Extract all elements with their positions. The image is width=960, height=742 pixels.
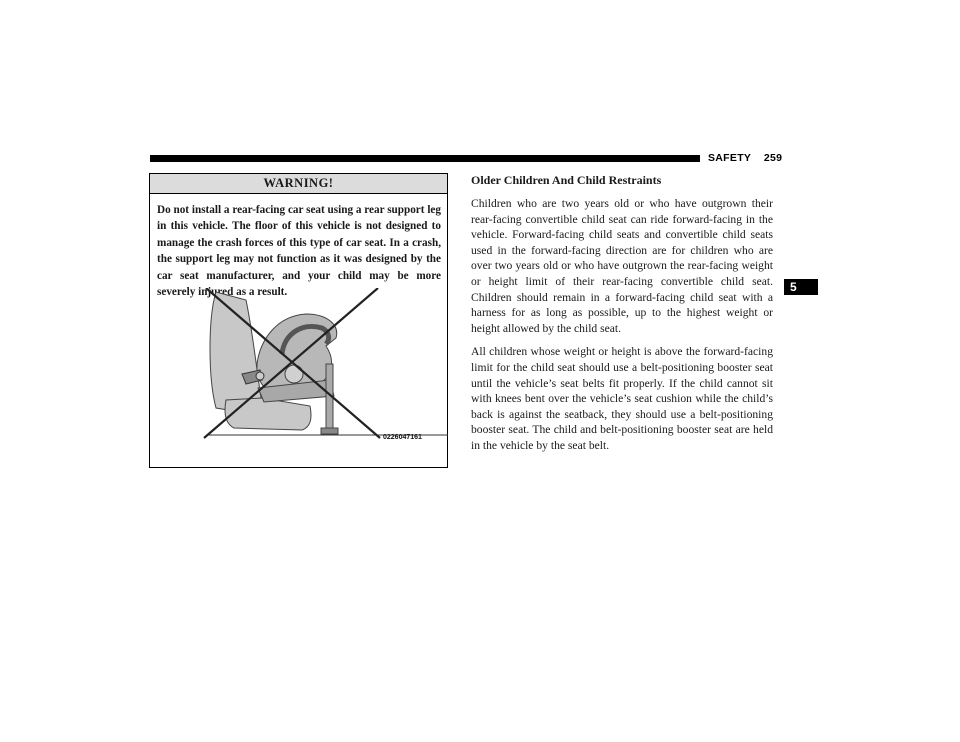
warning-box	[149, 173, 448, 468]
warning-title: WARNING!	[150, 174, 447, 194]
header-rule	[150, 155, 700, 162]
car-seat-illustration	[202, 288, 448, 448]
paragraph: Children who are two years old or who have outgrown their rear-facing convertible child seat can ride forward-facing in the vehicle. Forward-facing child seats and convertible child seats used in the forward-facing direction are for children who are over two years old or who have outgrown the rear-facing weight or height limit of their rear-facing convertible child seat. Children should remain in a forward-facing child seat with a harness for as long as possible, up to the highest weight or height allowed by the child seat.	[471, 197, 773, 335]
content-column	[471, 172, 773, 462]
vehicle-seatback	[210, 292, 264, 416]
handle-pivot	[285, 365, 303, 383]
paragraph: All children whose weight or height is above the forward-facing limit for the child seat should use a belt-positioning booster seat until the vehicle’s seat belts fit properly. If the child cannot sit with knees bent over the vehicle’s seat cushion while the child’s back is against the seatback, they should use a belt-positioning booster seat. The child and belt-positioning booster seat are held in the vehicle by the seat belt.	[471, 345, 773, 452]
figure-id: 0226047161	[383, 434, 422, 441]
running-header	[708, 152, 782, 164]
page-number: 259	[763, 152, 783, 164]
vehicle-seat-cushion	[225, 398, 311, 430]
header-section: SAFETY	[708, 152, 752, 164]
warning-text: Do not install a rear-facing car seat using a rear support leg in this vehicle. The floor of this vehicle is not designed to manage the crash forces of this type of car seat. In a crash, the support leg may not function as it was designed by the car seat manufacturer, and your child may be more severely injured as a result.	[157, 204, 441, 299]
chapter-tab: 5	[784, 279, 818, 295]
section-heading: Older Children And Child Restraints	[471, 173, 662, 187]
